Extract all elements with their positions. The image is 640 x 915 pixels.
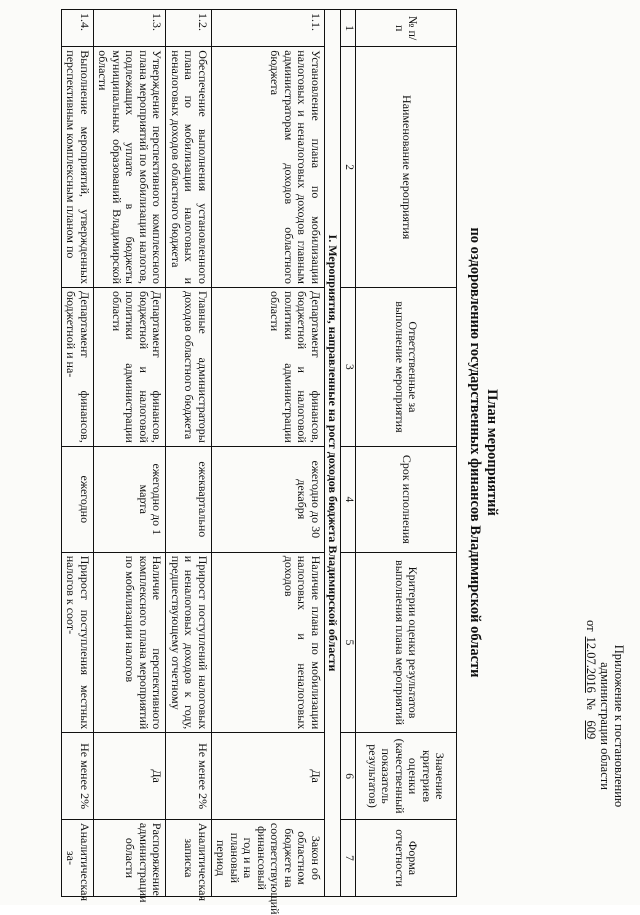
section-title: I. Мероприятия, направленные на рост доходов бюджета Владимирской области	[325, 10, 342, 897]
row-deadline: ежеквартально	[166, 446, 212, 552]
plan-title	[466, 100, 500, 805]
col-number: 4	[341, 446, 356, 552]
header-responsible: Ответственные за выполнение мероприятия	[356, 288, 457, 447]
row-criteria: Наличие перспективного комплексного плана мероприятий по мобилизации налогов	[94, 552, 167, 733]
appendix-line-1: Приложение к постановлению	[612, 644, 626, 808]
table-row	[212, 10, 325, 897]
row-responsible: Департамент финансов, бюджетной и на-	[62, 288, 94, 447]
plan-table	[61, 9, 457, 915]
table-row	[62, 10, 94, 897]
appendix-number-label: №	[584, 697, 598, 710]
header-name: Наименование мероприятия	[356, 47, 457, 288]
row-num: 1.4.	[62, 10, 94, 47]
section-row	[325, 10, 342, 897]
header-criteria: Критерии оценки результатов выполнения плана мероприятий	[356, 552, 457, 733]
row-deadline: ежегодно	[62, 446, 94, 552]
row-name: Обеспечение выполнения установленного плана по мобилизации налоговых и неналоговых доходов областного бюджета	[166, 47, 212, 288]
plan-title-line-1: План мероприятий	[484, 389, 500, 516]
row-value: Не менее 2%	[62, 733, 94, 820]
col-number: 7	[341, 819, 356, 896]
row-name: Утверждение перспективного комплексного плана мероприятий по мобилизации налогов, подлежащих уплате в бюджеты муниципальных образований Владимирской области	[94, 47, 167, 288]
header-deadline: Срок исполнения	[356, 446, 457, 552]
row-value: Да	[212, 733, 325, 820]
row-form: Аналитическая за-	[62, 819, 94, 896]
row-value: Не менее 2%	[166, 733, 212, 820]
row-value: Да	[94, 733, 167, 820]
col-number: 5	[341, 552, 356, 733]
row-responsible: Департамент финансов, бюджетной и налоговой политики администрации области	[212, 288, 325, 447]
header-form: Форма отчетности	[356, 819, 457, 896]
table-row	[166, 10, 212, 897]
row-num: 1.3.	[94, 10, 167, 47]
column-number-row	[341, 10, 356, 897]
header-value: Значение критериев оценки (качественный показатель результатов)	[356, 733, 457, 820]
appendix-from-label: от	[584, 620, 598, 632]
appendix-note	[584, 606, 626, 846]
row-deadline: ежегодно до 1 марта	[94, 446, 167, 552]
appendix-date-number	[584, 606, 598, 846]
row-criteria: Прирост поступления местных налогов к соот-	[62, 552, 94, 733]
row-responsible: Департамент финансов, бюджетной и налоговой политики администрации области	[94, 288, 167, 447]
table-header-row	[356, 10, 457, 897]
table-row	[94, 10, 167, 897]
row-responsible: Главные администраторы доходов областного бюджета	[166, 288, 212, 447]
row-form: Закон об областном бюджете на соответствующий финансовый год и на плановый период	[212, 819, 325, 896]
row-name: Установление плана по мобилизации налоговых и неналоговых доходов главным администраторам доходов областного бюджета	[212, 47, 325, 288]
row-criteria: Прирост поступлений налоговых и неналоговых доходов к году, предшествующему отчетному	[166, 552, 212, 733]
row-form: Аналитическая записка	[166, 819, 212, 896]
appendix-number: 609	[584, 720, 598, 740]
header-num: № п/п	[356, 10, 457, 47]
col-number: 3	[341, 288, 356, 447]
row-num: 1.2.	[166, 10, 212, 47]
row-form: Распоряжение администрации области	[94, 819, 167, 896]
plan-title-line-2: по оздоровлению государственных финансов Владимирской области	[467, 227, 483, 678]
appendix-date: 12.07.2016	[584, 636, 598, 693]
col-number: 1	[341, 10, 356, 47]
row-name: Выполнение мероприятий, утвержденных перспективным комплексным планом по	[62, 47, 94, 288]
row-criteria: Наличие плана по мобилизации налоговых и неналоговых доходов	[212, 552, 325, 733]
row-deadline: ежегодно до 30 декабря	[212, 446, 325, 552]
col-number: 6	[341, 733, 356, 820]
col-number: 2	[341, 47, 356, 288]
appendix-line-2: администрации области	[598, 662, 612, 790]
row-num: 1.1.	[212, 10, 325, 47]
